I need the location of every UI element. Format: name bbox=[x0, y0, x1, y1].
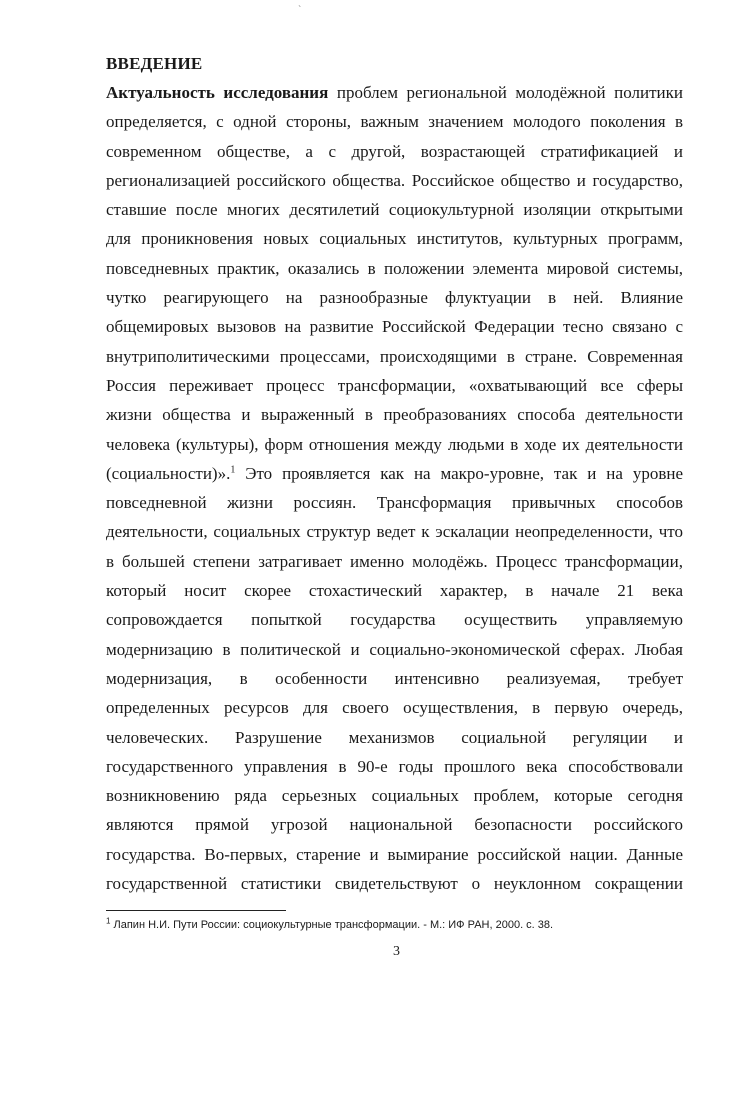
page-number: 3 bbox=[393, 944, 400, 959]
body-line-9: общемировых вызовов на развитие Российской Федерации тесно связано с bbox=[106, 317, 683, 337]
body-line-22: определенных ресурсов для своего осуществления, в первую очередь, bbox=[106, 698, 683, 718]
body-line-17: в большей степени затрагивает именно молодёжь. Процесс трансформации, bbox=[106, 551, 683, 571]
body-line-6: для проникновения новых социальных институтов, культурных программ, bbox=[106, 229, 683, 249]
body-line-23: человеческих. Разрушение механизмов социальной регуляции и bbox=[106, 727, 683, 747]
body-line-12: жизни общества и выраженный в преобразованиях способа деятельности bbox=[106, 405, 683, 425]
body-line-20: модернизацию в политической и социально-экономической сферах. Любая bbox=[106, 639, 683, 659]
body-line-8: чутко реагирующего на разнообразные флуктуации в ней. Влияние bbox=[106, 288, 683, 308]
footnote bbox=[106, 918, 553, 932]
body-line-21: модернизация, в особенности интенсивно реализуемая, требует bbox=[106, 668, 683, 688]
body-line-7: повседневных практик, оказались в положении элемента мировой системы, bbox=[106, 258, 683, 278]
body-line-19: сопровождается попыткой государства осуществить управляемую bbox=[106, 610, 683, 630]
body-line-5: ставшие после многих десятилетий социокультурной изоляции открытыми bbox=[106, 200, 683, 220]
footnote-marker: 1 bbox=[106, 916, 111, 926]
body-line-13: человека (культуры), форм отношения между людьми в ходе их деятельности bbox=[106, 434, 683, 454]
body-line-14-tail: Это проявляется как на макро-уровне, так и на уровне bbox=[235, 463, 683, 483]
body-line-2: определяется, с одной стороны, важным значением молодого поколения в bbox=[106, 112, 683, 132]
body-line-4: регионализацией российского общества. Российское общество и государство, bbox=[106, 170, 683, 190]
body-paragraph bbox=[106, 78, 683, 898]
footnote-text: Лапин Н.И. Пути России: социокультурные трансформации. - М.: ИФ РАН, 2000. с. 38. bbox=[110, 919, 554, 931]
footnote-reference: 1 bbox=[230, 464, 236, 476]
body-line-15: повседневной жизни россиян. Трансформация привычных способов bbox=[106, 493, 683, 513]
section-heading: ВВЕДЕНИЕ bbox=[106, 54, 203, 73]
body-line-11: Россия переживает процесс трансформации, «охватывающий все сферы bbox=[106, 375, 683, 395]
body-line-18: который носит скорее стохастический характер, в начале 21 века bbox=[106, 581, 683, 601]
body-line-3: современном обществе, а с другой, возрастающей стратификацией и bbox=[106, 141, 683, 161]
body-line-14 bbox=[106, 459, 683, 488]
body-line-10: внутриполитическими процессами, происходящими в стране. Современная bbox=[106, 346, 683, 366]
body-line-25: возникновению ряда серьезных социальных проблем, которые сегодня bbox=[106, 786, 683, 806]
body-line-14-text: (социальности)». bbox=[106, 463, 231, 483]
body-line-16: деятельности, социальных структур ведет к эскалации неопределенности, что bbox=[106, 522, 683, 542]
footnote-separator bbox=[106, 910, 286, 911]
body-line-27: государства. Во-первых, старение и вымирание российской нации. Данные bbox=[106, 844, 683, 864]
body-line-1 bbox=[106, 78, 683, 107]
body-line-26: являются прямой угрозой национальной безопасности российского bbox=[106, 815, 683, 835]
body-line-24: государственного управления в 90-е годы прошлого века способствовали bbox=[106, 756, 683, 776]
lead-bold-phrase: Актуальность исследования bbox=[106, 83, 329, 102]
body-line-28: государственной статистики свидетельствуют о неуклонном сокращении bbox=[106, 874, 683, 894]
scan-speck: ` bbox=[298, 5, 302, 16]
body-line-1-text: проблем региональной молодёжной политики bbox=[328, 83, 683, 102]
